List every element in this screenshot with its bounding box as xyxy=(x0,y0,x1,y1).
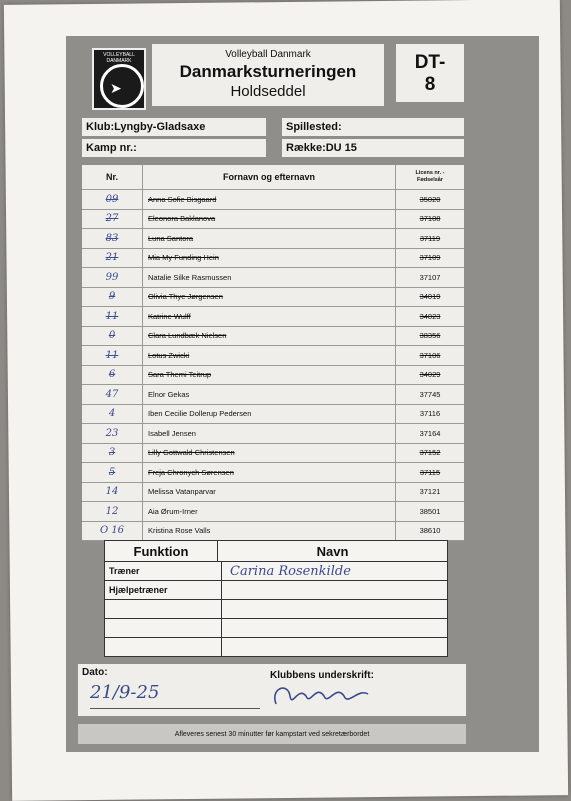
form-code: DT- 8 xyxy=(396,44,464,102)
player-number-text: O 16 xyxy=(99,525,125,537)
player-name xyxy=(143,249,396,268)
player-number-text: 0 xyxy=(108,330,116,342)
player-name xyxy=(143,385,396,404)
player-license-text: 38501 xyxy=(419,506,441,516)
player-license xyxy=(396,331,464,340)
funktion-table xyxy=(104,540,448,657)
player-license xyxy=(396,507,464,516)
funktion-row xyxy=(105,638,447,656)
table-row xyxy=(82,502,464,522)
table-row xyxy=(82,385,464,405)
player-number xyxy=(82,502,143,521)
player-number xyxy=(82,327,143,346)
player-name xyxy=(143,288,396,307)
player-name-text: Elnor Gekas xyxy=(148,389,190,399)
empty-cell xyxy=(105,600,222,618)
player-license xyxy=(396,253,464,262)
player-license-text: 35020 xyxy=(419,194,441,204)
player-name xyxy=(143,444,396,463)
table-row xyxy=(82,249,464,269)
player-number-text: 14 xyxy=(105,486,119,498)
col-nr-header: Nr. xyxy=(82,165,143,189)
player-name-text: Eleonora Baklanova xyxy=(148,214,216,224)
kamp-field: Kamp nr.: xyxy=(82,139,266,157)
player-license xyxy=(396,390,464,399)
player-name xyxy=(143,405,396,424)
dato-line xyxy=(90,708,260,709)
player-license-text: 38356 xyxy=(419,331,441,341)
player-license xyxy=(396,351,464,360)
player-license xyxy=(396,195,464,204)
funktion-row xyxy=(105,581,447,600)
traener-name: Carina Rosenkilde xyxy=(230,563,351,579)
player-number xyxy=(82,405,143,424)
player-license xyxy=(396,370,464,379)
player-name-text: Luna Santora xyxy=(148,233,194,243)
player-license xyxy=(396,468,464,477)
player-number-text: 6 xyxy=(108,369,116,381)
player-license-text: 37745 xyxy=(419,389,441,399)
player-number xyxy=(82,424,143,443)
player-name xyxy=(143,522,396,541)
player-number-text: 9 xyxy=(108,291,116,303)
player-license xyxy=(396,429,464,438)
player-number-text: 09 xyxy=(105,193,119,205)
player-number-text: 3 xyxy=(108,447,116,459)
player-license-text: 37164 xyxy=(419,428,441,438)
player-number-text: 27 xyxy=(105,213,119,225)
player-name xyxy=(143,327,396,346)
table-row xyxy=(82,210,464,230)
table-row xyxy=(82,424,464,444)
player-license xyxy=(396,234,464,243)
table-row xyxy=(82,405,464,425)
player-license xyxy=(396,487,464,496)
hjaelp-name xyxy=(222,581,447,599)
player-number xyxy=(82,444,143,463)
player-name xyxy=(143,190,396,209)
player-number-text: 11 xyxy=(105,349,119,361)
player-name-text: Melissa Vatanparvar xyxy=(148,487,216,497)
player-number-text: 83 xyxy=(105,232,119,244)
player-license-text: 37106 xyxy=(419,350,441,360)
klub-field: Klub:Lyngby-Gladsaxe xyxy=(82,118,266,136)
player-name-text: Isabell Jensen xyxy=(148,428,196,438)
player-license xyxy=(396,214,464,223)
table-row xyxy=(82,190,464,210)
player-name-text: Olivia Thye Jørgensen xyxy=(148,292,223,302)
funktion-row xyxy=(105,619,447,638)
player-number xyxy=(82,522,143,541)
player-name xyxy=(143,307,396,326)
player-name xyxy=(143,366,396,385)
player-license-text: 37108 xyxy=(419,214,441,224)
player-number xyxy=(82,229,143,248)
player-number xyxy=(82,483,143,502)
logo-bird-icon: ➤ xyxy=(110,80,122,96)
player-license-text: 37109 xyxy=(419,253,441,263)
player-license-text: 37119 xyxy=(419,233,441,243)
player-license xyxy=(396,292,464,301)
player-license xyxy=(396,526,464,535)
spillested-field: Spillested: xyxy=(282,118,464,136)
col-navn-header: Navn xyxy=(316,543,349,559)
title-box xyxy=(152,44,384,106)
col-name-header: Fornavn og efternavn xyxy=(143,165,396,189)
table-row xyxy=(82,288,464,308)
empty-cell xyxy=(222,600,447,618)
player-number-text: 99 xyxy=(105,271,119,283)
player-name-text: Kristina Rose Valls xyxy=(148,526,211,536)
raekke-field: Række:DU 15 xyxy=(282,139,464,157)
player-number-text: 11 xyxy=(105,310,119,322)
player-license-text: 37121 xyxy=(419,487,441,497)
player-license xyxy=(396,273,464,282)
player-number xyxy=(82,190,143,209)
signature-box xyxy=(78,664,466,716)
klub-signature-label: Klubbens underskrift: xyxy=(270,670,374,681)
player-number-text: 47 xyxy=(105,388,119,400)
player-number xyxy=(82,288,143,307)
player-number xyxy=(82,346,143,365)
col-lic-header-line2: Fødselsår xyxy=(417,177,443,183)
table-row xyxy=(82,268,464,288)
table-header xyxy=(82,165,464,190)
player-name xyxy=(143,268,396,287)
player-number xyxy=(82,307,143,326)
player-number xyxy=(82,366,143,385)
signature-scribble xyxy=(268,678,378,712)
player-license-text: 37107 xyxy=(419,272,441,282)
player-name-text: Mia My Funding Hein xyxy=(148,253,219,263)
player-name-text: Katrine Wulff xyxy=(148,311,191,321)
player-number-text: 5 xyxy=(108,466,116,478)
player-name-text: Natalie Silke Rasmussen xyxy=(148,272,232,282)
hjaelp-label: Hjælpetræner xyxy=(105,581,222,599)
dato-value: 21/9-25 xyxy=(90,682,160,703)
table-row xyxy=(82,229,464,249)
player-number xyxy=(82,249,143,268)
player-name xyxy=(143,424,396,443)
empty-cell xyxy=(222,638,447,656)
player-license-text: 34029 xyxy=(419,370,441,380)
player-number xyxy=(82,463,143,482)
player-number-text: 4 xyxy=(108,408,116,420)
player-name xyxy=(143,346,396,365)
player-number-text: 23 xyxy=(105,427,119,439)
player-name-text: Clara Lundbæk Nielsen xyxy=(148,331,227,341)
player-name-text: Sara Themi Teitrup xyxy=(148,370,212,380)
col-funktion-header: Funktion xyxy=(105,541,218,561)
table-row xyxy=(82,463,464,483)
funktion-header xyxy=(105,541,447,562)
dato-label: Dato: xyxy=(82,667,108,678)
table-row xyxy=(82,346,464,366)
player-name xyxy=(143,210,396,229)
logo-circle xyxy=(100,64,144,108)
player-name xyxy=(143,502,396,521)
empty-cell xyxy=(222,619,447,637)
table-row xyxy=(82,483,464,503)
player-number-text: 12 xyxy=(105,505,119,517)
volleyball-danmark-logo xyxy=(92,48,146,110)
player-license-text: 37152 xyxy=(419,448,441,458)
traener-label: Træner xyxy=(105,562,222,580)
player-name-text: Aia Ørum-Irner xyxy=(148,506,198,516)
table-row xyxy=(82,444,464,464)
funktion-row xyxy=(105,562,447,581)
player-name-text: Iben Cecilie Dollerup Pedersen xyxy=(148,409,252,419)
player-name-text: Freja Chronych Sørensen xyxy=(148,467,234,477)
player-name-text: Lilly Gottwald Christensen xyxy=(148,448,235,458)
logo-text: VOLLEYBALL DANMARK xyxy=(103,52,135,64)
player-license xyxy=(396,312,464,321)
empty-cell xyxy=(105,638,222,656)
player-number xyxy=(82,210,143,229)
player-license-text: 38610 xyxy=(419,526,441,536)
player-license-text: 34023 xyxy=(419,311,441,321)
table-row xyxy=(82,327,464,347)
player-table xyxy=(82,165,464,541)
player-number xyxy=(82,268,143,287)
player-license xyxy=(396,448,464,457)
player-name-text: Anna Sofie Bisgaard xyxy=(148,194,217,204)
table-row xyxy=(82,522,464,542)
player-name xyxy=(143,483,396,502)
form-subtitle: Holdseddel xyxy=(230,83,306,100)
footer-note: Afleveres senest 30 minutter før kampstart ved sekretærbordet xyxy=(78,724,466,744)
player-license-text: 37116 xyxy=(419,409,441,419)
player-license-text: 37115 xyxy=(419,467,441,477)
player-name-text: Lotus Zwicki xyxy=(148,350,190,360)
player-license-text: 34019 xyxy=(419,292,441,302)
player-number-text: 21 xyxy=(105,252,119,264)
empty-cell xyxy=(105,619,222,637)
player-license xyxy=(396,409,464,418)
funktion-row xyxy=(105,600,447,619)
player-name xyxy=(143,463,396,482)
col-lic-header xyxy=(396,170,464,184)
org-name: Volleyball Danmark xyxy=(225,49,311,60)
player-number xyxy=(82,385,143,404)
form-title: Danmarksturneringen xyxy=(179,62,357,81)
col-lic-header-line1: Licens nr. - xyxy=(415,170,445,176)
table-row xyxy=(82,307,464,327)
table-row xyxy=(82,366,464,386)
player-name xyxy=(143,229,396,248)
